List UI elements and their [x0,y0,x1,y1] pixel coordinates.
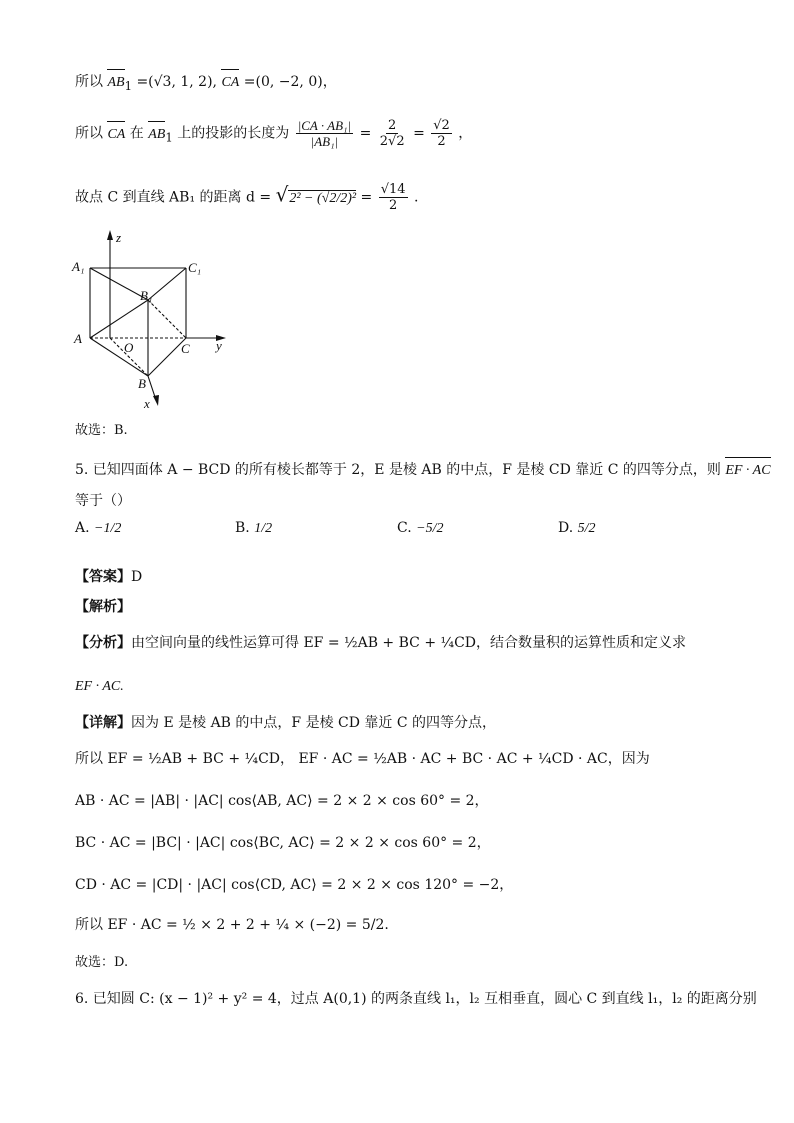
xiangjie-text: 因为 E 是棱 AB 的中点，F 是棱 CD 靠近 C 的四等分点， [131,715,497,731]
q5-vector-product: EF · AC [725,456,770,482]
answer-value: D [131,569,143,585]
vector-ca: CA [107,120,125,146]
q6-stem: 6. 已知圆 C: (x − 1)² + y² = 4，过点 A(0,1) 的两条直线 l₁，l₂ 互相垂直，圆心 C 到直线 l₁，l₂ 的距离分别 [75,991,757,1007]
fenxi-row-2: EF · AC. [75,679,124,694]
vector-value: =(√3, 1, 2), [136,74,217,90]
answer-choice-b: 故选：B. [75,423,128,438]
frac-den: 2 [388,198,398,213]
text-distance: 故点 C 到直线 AB₁ 的距离 d = [75,189,272,206]
solution-step-5: 所以 EF · AC = ½ × 2 + 2 + ¼ × (−2) = 5/2. [75,917,389,933]
frac-num: √14 [380,182,406,197]
q5-stem-text: 5. 已知四面体 A − BCD 的所有棱长都等于 2，E 是棱 AB 的中点，F 是棱 CD 靠近 C 的四等分点，则 [75,462,721,478]
label-z: z [116,230,122,245]
fenxi-text: 由空间向量的线性运算可得 EF = ½AB + BC + ¼CD，结合数量积的运算性质和定义求 [131,635,687,651]
frac-num: √2 [433,118,450,133]
prism-figure [68,228,238,413]
option-value: 5/2 [577,521,596,536]
text-mid: 在 [129,125,144,142]
text-prefix: 所以 [75,125,103,142]
frac-num: |CA · AB₁| [297,118,352,133]
analysis-label: 【解析】 [75,599,131,615]
label-b: B [138,376,146,391]
fraction-3 [431,118,452,149]
vector-ca: CA [221,68,239,94]
label-b1: B₁ [140,288,153,303]
q5-stem [75,456,771,482]
vector-ab1: AB [148,120,165,146]
option-label: D. [558,520,574,536]
xiangjie-row [75,712,496,734]
label-x: x [144,396,150,411]
equals: = [360,189,373,206]
label-c1: C₁ [188,260,202,275]
option-value: −5/2 [416,521,444,536]
option-label: A. [75,520,90,536]
sqrt-icon: √ [275,182,289,207]
radicand: 2² − (√2/2)² [289,190,357,206]
punct: . [414,189,419,206]
fraction-2 [378,118,407,149]
label-y: y [216,338,222,353]
answer-tag: 【答案】 [75,569,131,585]
fraction-result [379,182,408,213]
subscript: 1 [165,130,173,145]
vector-value-2: =(0, −2, 0)， [243,74,337,90]
line-vectors [75,68,337,97]
line-projection [75,118,472,149]
answer-row [75,566,142,588]
frac-den: |AB₁| [310,134,339,149]
z-arrow-icon [107,230,113,240]
option-a[interactable] [75,520,121,537]
label-a1: A₁ [72,259,85,274]
fenxi-row [75,632,686,654]
answer-choice-d: 故选：D. [75,955,129,970]
equals: = [413,125,425,142]
fraction-projection [296,118,353,149]
option-d[interactable] [558,520,596,537]
punct: ， [458,125,473,142]
option-c[interactable] [397,520,443,537]
frac-num: 2 [388,118,397,133]
label-o: O [124,340,134,355]
option-label: C. [397,520,412,536]
edge-ab [90,338,148,376]
option-label: B. [235,520,250,536]
label-a: A [74,331,82,346]
solution-step-1: 所以 EF = ½AB + BC + ¼CD， EF · AC = ½AB · AC + BC · AC + ¼CD · AC，因为 [75,751,650,767]
edge-ab1 [90,300,148,338]
frac-den: 2√2 [379,134,405,149]
fenxi-tag: 【分析】 [75,635,131,651]
option-value: 1/2 [254,521,273,536]
frac-den: 2 [437,134,446,149]
xiangjie-tag: 【详解】 [75,715,131,731]
vector-ab1: AB [107,68,124,94]
option-b[interactable] [235,520,272,537]
solution-step-2: AB · AC = |AB| · |AC| cos⟨AB, AC⟩ = 2 × 2 × cos 60° = 2， [75,793,489,809]
subscript: 1 [124,78,132,93]
text-prefix: 所以 [75,74,103,90]
edge-b1c [148,300,186,338]
analysis-tag [75,596,131,618]
solution-step-3: BC · AC = |BC| · |AC| cos⟨BC, AC⟩ = 2 × 2 × cos 60° = 2， [75,835,491,851]
equals: = [359,125,372,142]
q5-stem2: 等于（） [75,493,131,509]
solution-step-4: CD · AC = |CD| · |AC| cos⟨CD, AC⟩ = 2 × 2 × cos 120° = −2， [75,877,514,893]
option-value: −1/2 [94,521,122,536]
edge-b1c1 [148,268,186,300]
line-distance [75,182,418,213]
text-projection: 上的投影的长度为 [177,125,290,142]
label-c: C [181,341,190,356]
x-arrow-icon [153,395,159,406]
